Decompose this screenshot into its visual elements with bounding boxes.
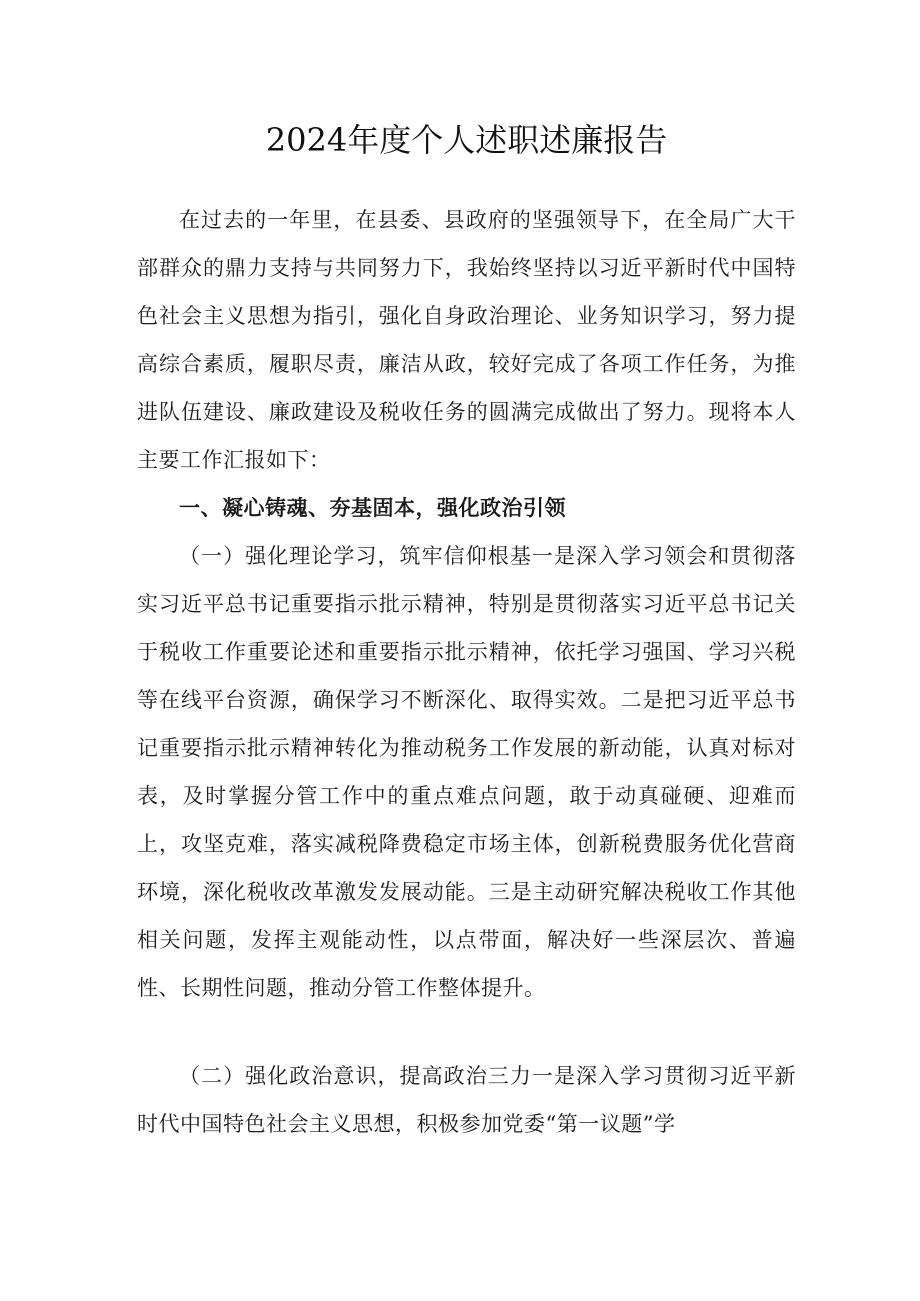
section1-paragraph-1: （一）强化理论学习，筑牢信仰根基一是深入学习领会和贯彻落实习近平总书记重要指示批示精神，特别是贯彻落实习近平总书记关于税收工作重要论述和重要指示批示精神，依托学习强国、学习兴税等在线平台资源，确保学习不断深化、取得实效。二是把习近平总书记重要指示批示精神转化为推动税务工作发展的新动能，认真对标对表，及时掌握分管工作中的重点难点问题，敢于动真碰硬、迎难而上，攻坚克难，落实减税降费稳定市场主体，创新税费服务优化营商环境，深化税收改革激发发展动能。三是主动研究解决税收工作其他相关问题，发挥主观能动性，以点带面，解决好一些深层次、普遍性、长期性问题，推动分管工作整体提升。 <box>137 544 796 1000</box>
intro-paragraph: 在过去的一年里，在县委、县政府的坚强领导下，在全局广大干部群众的鼎力支持与共同努力下，我始终坚持以习近平新时代中国特色社会主义思想为指引，强化自身政治理论、业务知识学习，努力提高综合素质，履职尽责，廉洁从政，较好完成了各项工作任务，为推进队伍建设、廉政建设及税收任务的圆满完成做出了努力。现将本人主要工作汇报如下： <box>137 208 796 472</box>
document-body <box>137 196 796 1148</box>
document-title: 2024年度个人述职述廉报告 <box>265 121 668 159</box>
paragraph-gap <box>137 1012 796 1052</box>
section-heading-1: 一、凝心铸魂、夯基固本，强化政治引领 <box>179 496 566 520</box>
section1-paragraph-2: （二）强化政治意识，提高政治三力一是深入学习贯彻习近平新时代中国特色社会主义思想，积极参加党委“第一议题”学 <box>137 1064 796 1136</box>
